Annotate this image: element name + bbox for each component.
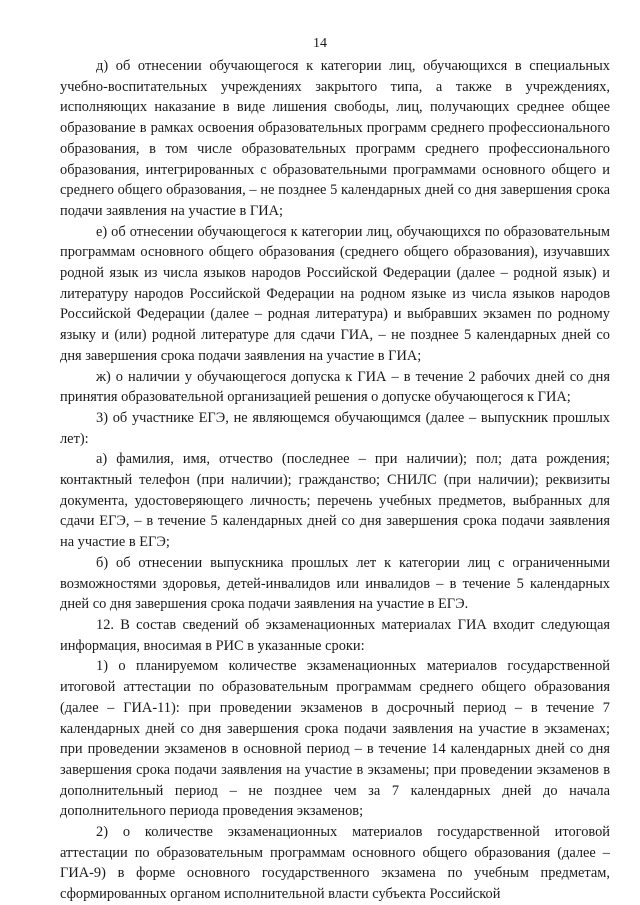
document-body — [60, 56, 610, 905]
paragraph: 12. В состав сведений об экзаменационных материалах ГИА входит следующая информация, вносимая в РИС в указанные сроки: — [60, 616, 610, 654]
paragraph: д) об отнесении обучающегося к категории лиц, обучающихся в специальных учебно-воспитательных учреждениях закрытого типа, а также в учреждениях, исполняющих наказание в виде лишения свободы, лиц, получающих среднее общее образование в рамках освоения образовательных программ среднего профессионального образования, в том числе образовательных программ среднего профессионального образования, интегрированных с образовательными программами основного общего и среднего общего образования, – не позднее 5 календарных дней со дня завершения срока подачи заявления на участие в ГИА; — [60, 58, 610, 219]
paragraph: 1) о планируемом количестве экзаменационных материалов государственной итоговой аттестации по образовательным программам среднего общего образования (далее – ГИА-11): при проведении экзаменов в досрочный период – в течение 7 календарных дней со дня завершения срока подачи заявления на участие в экзаменах; при проведении экзаменов в основной период – в течение 14 календарных дней со дня завершения срока подачи заявления на участие в экзамены; при проведении экзаменов в дополнительный период – не позднее чем за 7 календарных дней до начала дополнительного периода проведения экзаменов; — [60, 658, 610, 820]
paragraph: ж) о наличии у обучающегося допуска к ГИА – в течение 2 рабочих дней со дня принятия образовательной организацией решения о допуске обучающегося к ГИА; — [60, 368, 610, 406]
paragraph: е) об отнесении обучающегося к категории лиц, обучающихся по образовательным программам основного общего образования (среднего общего образования), изучавших родной язык из числа языков народов Российской Федерации (далее – родной язык) и литературу народов Российской Федерации на родном языке из числа языков народов Российской Федерации (далее – родная литература) и выбравших экзамен по родному языку и (или) родной литературе для сдачи ГИА, – не позднее 5 календарных дней со дня завершения срока подачи заявления на участие в ГИА; — [60, 223, 610, 364]
page-number: 14 — [313, 36, 327, 51]
paragraph: б) об отнесении выпускника прошлых лет к категории лиц с ограниченными возможностями здоровья, детей-инвалидов или инвалидов – в течение 5 календарных дней со дня завершения срока подачи заявления на участие в ЕГЭ. — [60, 554, 610, 613]
paragraph: 2) о количестве экзаменационных материалов государственной итоговой аттестации по образовательным программам основного общего образования (далее – ГИА-9) в форме основного государственного экзамена по учебным предметам, сформированных органом исполнительной власти субъекта Российской — [60, 824, 610, 903]
paragraph: 3) об участнике ЕГЭ, не являющемся обучающимся (далее – выпускник прошлых лет): — [60, 409, 610, 447]
paragraph: а) фамилия, имя, отчество (последнее – при наличии); пол; дата рождения; контактный телефон (при наличии); гражданство; СНИЛС (при наличии); реквизиты документа, удостоверяющего личность; перечень учебных предметов, выбранных для сдачи ЕГЭ, – в течение 5 календарных дней со дня завершения срока подачи заявления на участие в ЕГЭ; — [60, 451, 610, 551]
